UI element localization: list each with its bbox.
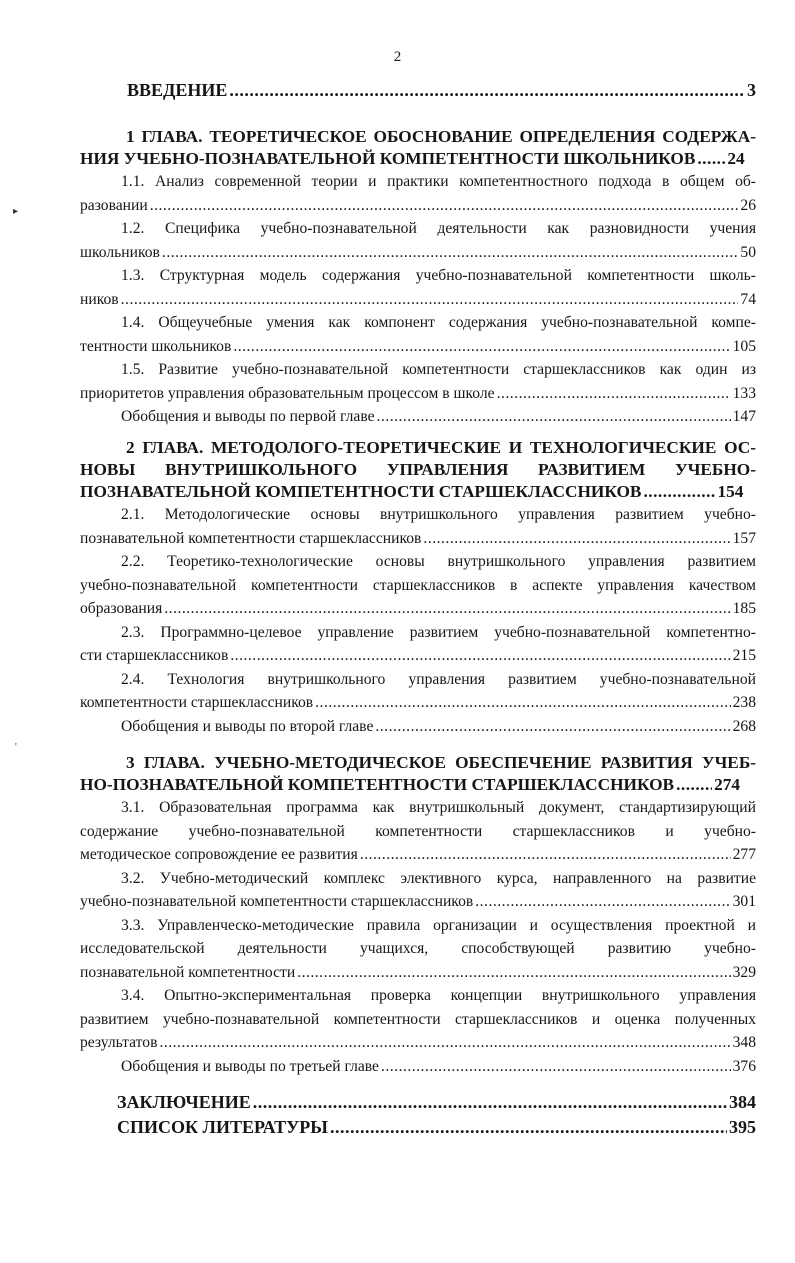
chapter-heading-page: 154 [717,482,744,501]
dot-leader [315,691,730,715]
entry-first-line: 2.4. Технология внутришкольного управления развитием учебно-познавательной [121,670,756,688]
entry-last-line: школьников [80,243,160,261]
toc-summary-2[interactable] [80,715,756,739]
entry-page: 157 [732,529,756,547]
entry-page: 348 [732,1034,756,1051]
toc-entry-2-2[interactable] [80,550,756,621]
dot-leader [233,335,730,359]
entry-page: 238 [732,694,756,711]
dot-leader [381,1055,731,1079]
entry-last-line: познавательной компетентности [80,963,296,981]
chapter-heading-text: НО-ПОЗНАВАТЕЛЬНОЙ КОМПЕТЕНТНОСТИ СТАРШЕКЛАССНИКОВ [80,775,675,794]
bibliography-page: 395 [729,1117,756,1137]
chapter-heading-line: НОВЫ ВНУТРИШКОЛЬНОГО УПРАВЛЕНИЯ РАЗВИТИЕМ УЧЕБНО- [80,460,756,479]
toc-entry-1-4[interactable] [80,311,756,358]
entry-page: 301 [732,893,756,910]
chapter-2-heading[interactable] [80,437,756,503]
summary-page: 376 [732,1057,756,1075]
scan-mark: ▸ [13,206,19,217]
chapter-1 [80,126,756,429]
toc-entry-1-2[interactable] [80,217,756,264]
entry-page: 74 [740,290,756,308]
entry-last-line: тентности школьников [80,337,232,355]
toc-intro[interactable] [80,80,756,101]
dot-leader [162,241,738,265]
summary-page: 268 [732,717,756,735]
toc-closing-sections [80,1090,756,1140]
toc-entry-2-3[interactable] [80,621,756,668]
chapter-3 [80,752,756,1078]
table-of-contents [80,80,756,1137]
entry-middle-line: содержание учебно-познавательной компетентности старшеклассников и учебно- [80,822,756,840]
entry-first-line: 3.2. Учебно-методический комплекс элективного курса, направленного на развитие [121,869,756,887]
dot-leader [121,288,739,312]
chapter-heading-line: 1 ГЛАВА. ТЕОРЕТИЧЕСКОЕ ОБОСНОВАНИЕ ОПРЕДЕЛЕНИЯ СОДЕРЖА- [126,127,756,146]
dot-leader [697,148,725,170]
page-number: 2 [393,49,402,65]
scan-mark: ' [15,742,17,753]
entry-first-line: 1.1. Анализ современной теории и практики компетентностного подхода в общем об- [121,173,756,190]
chapter-2 [80,437,756,738]
entry-page: 277 [732,846,756,863]
toc-entry-1-5[interactable] [80,358,756,405]
entry-first-line: 2.2. Теоретико-технологические основы внутришкольного управления развитием [121,553,756,570]
dot-leader [377,405,731,429]
entry-first-line: 3.1. Образовательная программа как внутришкольный документ, стандартизирующий [121,799,756,816]
dot-leader [159,1031,730,1055]
dot-leader [230,644,730,668]
entry-page: 26 [740,196,756,214]
entry-last-line: ников [80,290,119,308]
toc-summary-3[interactable] [80,1055,756,1079]
chapter-heading-page: 24 [727,149,745,168]
entry-first-line: 3.3. Управленческо-методические правила организации и осуществления проектной и [121,916,756,934]
summary-title: Обобщения и выводы по третьей главе [121,1057,379,1075]
entry-first-line: 1.2. Специфика учебно-познавательной деятельности как разновидности учения [121,220,756,237]
chapter-1-heading[interactable] [80,126,756,170]
dot-leader [475,890,730,914]
dot-leader [229,80,745,101]
dot-leader [423,527,730,551]
entry-middle-line: развитием учебно-познавательной компетентности старшеклассников и оценка полученных [80,1010,756,1028]
summary-page: 147 [732,408,756,425]
toc-entry-1-3[interactable] [80,264,756,311]
toc-entry-3-1[interactable] [80,796,756,867]
entry-middle-line: учебно-познавательной компетентности старшеклассников в аспекте управления качеством [80,576,756,594]
entry-last-line: познавательной компетентности старшеклассников [80,529,422,547]
chapter-3-heading[interactable] [80,752,756,796]
entry-first-line: 3.4. Опытно-экспериментальная проверка концепции внутришкольного управления [121,987,756,1004]
chapter-heading-page: 274 [714,775,740,794]
entry-first-line: 2.3. Программно-целевое управление развитием учебно-познавательной компетентно- [121,623,756,641]
entry-page: 185 [732,600,756,617]
entry-middle-line: исследовательской деятельности учащихся, способствующей развитию учебно- [80,940,756,957]
toc-conclusion[interactable] [80,1090,756,1115]
dot-leader [676,774,712,796]
dot-leader [497,382,731,406]
toc-bibliography[interactable] [80,1115,756,1140]
entry-last-line: методическое сопровождение ее развития [80,846,358,863]
dot-leader [150,194,739,218]
toc-summary-1[interactable] [80,405,756,429]
chapter-heading-last-line [80,481,756,503]
summary-title: Обобщения и выводы по второй главе [121,717,374,735]
toc-entry-2-1[interactable] [80,503,756,550]
chapter-heading-line: 2 ГЛАВА. МЕТОДОЛОГО-ТЕОРЕТИЧЕСКИЕ И ТЕХНОЛОГИЧЕСКИЕ ОС- [126,438,756,457]
entry-last-line: приоритетов управления образовательным процессом в школе [80,384,495,402]
toc-entry-3-2[interactable] [80,867,756,914]
entry-first-line: 1.4. Общеучебные умения как компонент содержания учебно-познавательной компе- [121,314,756,331]
entry-page: 215 [732,647,756,664]
toc-intro-title: ВВЕДЕНИЕ [127,80,228,100]
entry-last-line: образования [80,600,163,617]
toc-intro-page: 3 [747,80,756,100]
chapter-heading-last-line [80,148,756,170]
dot-leader [330,1115,727,1140]
chapter-heading-text: НИЯ УЧЕБНО-ПОЗНАВАТЕЛЬНОЙ КОМПЕТЕНТНОСТИ ШКОЛЬНИКОВ [80,149,696,168]
entry-page: 329 [732,963,756,981]
entry-page: 50 [740,243,756,261]
toc-entry-3-4[interactable] [80,984,756,1055]
entry-page: 133 [732,384,756,402]
entry-page: 105 [732,337,756,355]
entry-last-line: результатов [80,1034,158,1051]
dot-leader [297,961,730,985]
bibliography-title: СПИСОК ЛИТЕРАТУРЫ [117,1117,328,1137]
dot-leader [643,481,715,503]
toc-entry-1-1[interactable] [80,170,756,217]
entry-first-line: 1.5. Развитие учебно-познавательной компетентности старшеклассников как один из [121,361,756,378]
entry-first-line: 1.3. Структурная модель содержания учебно-познавательной компетентности школь- [121,267,756,284]
summary-title: Обобщения и выводы по первой главе [121,408,375,425]
chapter-heading-text: ПОЗНАВАТЕЛЬНОЙ КОМПЕТЕНТНОСТИ СТАРШЕКЛАССНИКОВ [80,482,642,501]
entry-last-line: компетентности старшеклассников [80,694,314,711]
dot-leader [164,597,730,621]
entry-last-line: сти старшеклассников [80,647,229,664]
toc-entry-2-4[interactable] [80,668,756,715]
entry-first-line: 2.1. Методологические основы внутришкольного управления развитием учебно- [121,506,756,523]
chapter-heading-last-line [80,774,756,796]
entry-last-line: учебно-познавательной компетентности старшеклассников [80,893,474,910]
conclusion-title: ЗАКЛЮЧЕНИЕ [117,1092,251,1112]
chapter-heading-line: 3 ГЛАВА. УЧЕБНО-МЕТОДИЧЕСКОЕ ОБЕСПЕЧЕНИЕ РАЗВИТИЯ УЧЕБ- [126,753,756,772]
conclusion-page: 384 [729,1092,756,1112]
entry-last-line: разовании [80,196,148,214]
toc-entry-3-3[interactable] [80,914,756,985]
dot-leader [375,715,730,739]
dot-leader [253,1090,727,1115]
dot-leader [360,843,731,867]
